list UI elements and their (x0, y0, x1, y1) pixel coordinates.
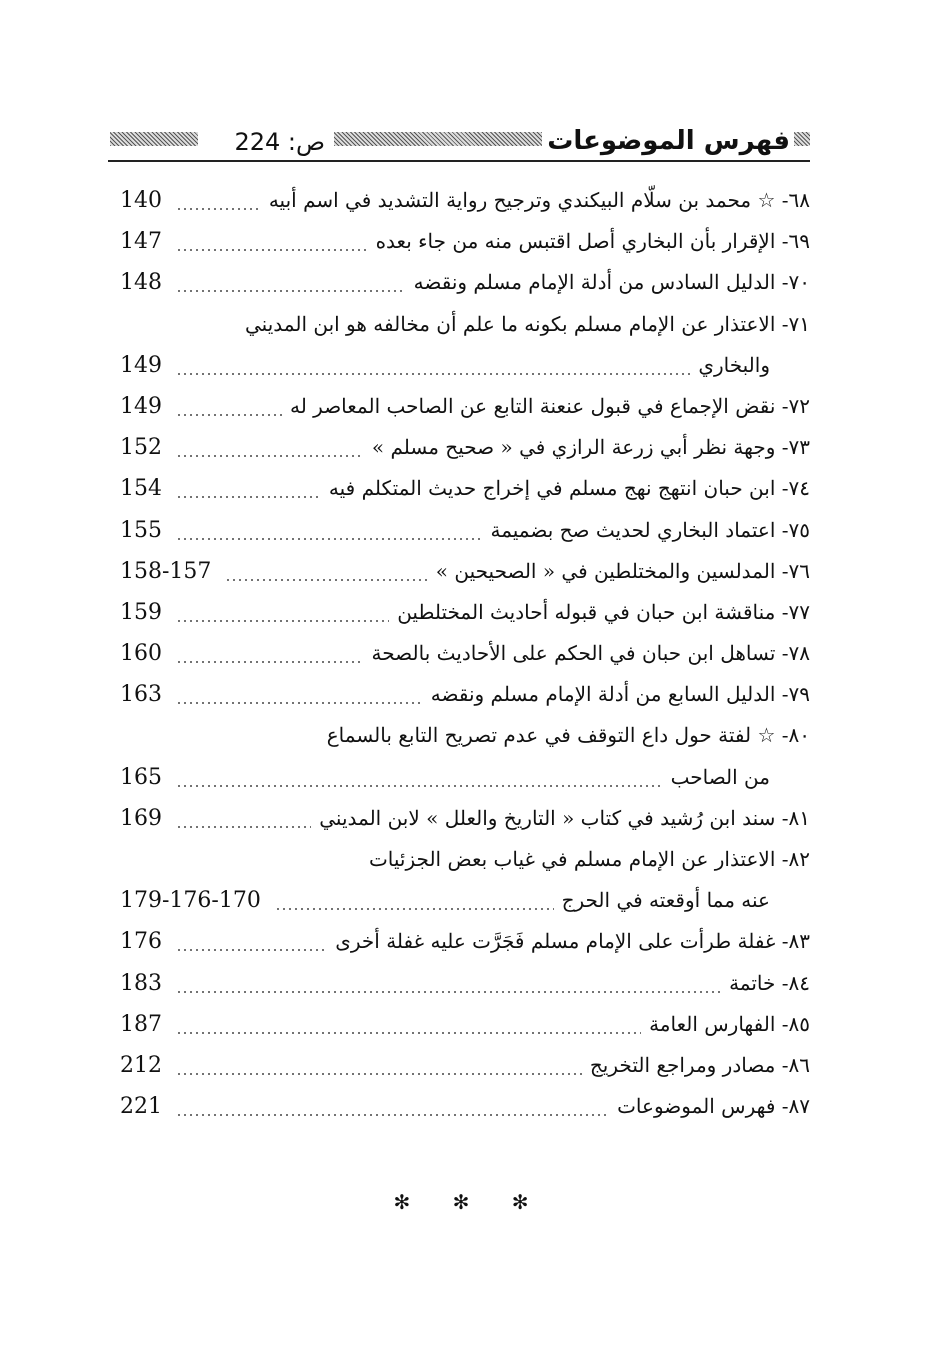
toc-entry-page: 149 (120, 393, 162, 419)
toc-entry-page: 152 (120, 435, 162, 461)
toc-entry (120, 963, 810, 1004)
toc-entry-page: 163 (120, 682, 162, 708)
dot-leader (176, 290, 406, 292)
dot-leader (176, 949, 327, 951)
toc-entry-title: ٧٧- مناقشة ابن حبان في قبوله أحاديث المختلطين (397, 592, 810, 633)
header-ornament (334, 132, 542, 146)
footer-ornament: ✻ ✻ ✻ (393, 1190, 547, 1214)
toc-entry (120, 674, 810, 715)
toc-entry (120, 1045, 810, 1086)
toc-entry-title: ٨٦- مصادر ومراجع التخريج (590, 1045, 810, 1086)
dot-leader (176, 1114, 609, 1116)
dot-leader (176, 991, 721, 993)
dot-leader (176, 1073, 582, 1075)
dot-leader (176, 661, 364, 663)
toc-entry-page: 154 (120, 476, 162, 502)
dot-leader (176, 414, 282, 416)
toc-entry (120, 262, 810, 303)
dot-leader (176, 702, 423, 704)
dot-leader (176, 826, 311, 828)
dot-leader (225, 579, 428, 581)
toc-entry-page: 176 (120, 929, 162, 955)
toc-entry-title: ٨١- سند ابن رُشيد في كتاب « التاريخ والعلل » لابن المديني (319, 798, 810, 839)
toc-entry-title: ٨٥- الفهارس العامة (649, 1004, 810, 1045)
toc-entry-page: 221 (120, 1094, 162, 1120)
toc-entry (120, 510, 810, 551)
toc-entry-title: ٧١- الاعتذار عن الإمام مسلم بكونه ما علم أن مخالفه هو ابن المديني (245, 304, 810, 345)
dot-leader (176, 373, 690, 375)
toc-entry-title: ٧٨- تساهل ابن حبان في الحكم على الأحاديث بالصحة (372, 633, 810, 674)
dot-leader (176, 620, 389, 622)
dot-leader (176, 208, 261, 210)
toc-entry-title: ٧٩- الدليل السابع من أدلة الإمام مسلم ونقضه (431, 674, 810, 715)
toc-entry-page: 158-157 (120, 558, 212, 584)
toc-entry-page: 159 (120, 599, 162, 625)
dot-leader (176, 1032, 641, 1034)
toc-entry-title: ٧٥- اعتماد البخاري لحديث صح بضميمة (490, 510, 810, 551)
toc-entry-title: ٧٤- ابن حبان انتهج نهج مسلم في إخراج حديث المتكلم فيه (329, 468, 810, 509)
toc-entry (120, 921, 810, 962)
toc-entry (120, 221, 810, 262)
toc-entry (120, 1086, 810, 1127)
header-ornament (794, 132, 810, 146)
header-title: فهرس الموضوعات (547, 126, 790, 156)
toc-entry-page: 148 (120, 270, 162, 296)
toc-entry-page: 155 (120, 517, 162, 543)
toc-entry-title-continuation: والبخاري (698, 345, 770, 386)
toc-entry-title: ٨٧- فهرس الموضوعات (617, 1086, 810, 1127)
toc-entry (120, 1004, 810, 1045)
toc-entry (120, 386, 810, 427)
toc-entry-title: ٧٠- الدليل السادس من أدلة الإمام مسلم ونقضه (414, 262, 810, 303)
toc-entry-title: ٨٠- ☆ لفتة حول داع التوقف في عدم تصريح التابع بالسماع (327, 715, 810, 756)
toc-entry-title: ٨٣- غفلة طرأت على الإمام مسلم فَجَرَّت عليه غفلة أخرى (335, 921, 810, 962)
toc-entry (120, 551, 810, 592)
toc-entry (120, 798, 810, 839)
toc-entry-page: 179-176-170 (120, 888, 261, 914)
toc-entry-page: 147 (120, 229, 162, 255)
toc-entry-title: ٧٢- نقض الإجماع في قبول عنعنة التابع عن الصاحب المعاصر له (290, 386, 810, 427)
header-ornament (110, 132, 198, 146)
dot-leader (176, 455, 364, 457)
toc-entry-title: ٨٢- الاعتذار عن الإمام مسلم في غياب بعض الجزئيات (369, 839, 810, 880)
toc-entry-page: 160 (120, 641, 162, 667)
dot-leader (176, 538, 482, 540)
toc-entry-title: ٦٩- الإقرار بأن البخاري أصل اقتبس منه من جاء بعده (376, 221, 810, 262)
toc-entry (120, 633, 810, 674)
toc-entry-page: 169 (120, 805, 162, 831)
toc-entry (120, 304, 810, 386)
toc-entry (120, 839, 810, 921)
toc-entry-title: ٨٤- خاتمة (729, 963, 810, 1004)
toc-entry (120, 180, 810, 221)
toc-entry-page: 183 (120, 970, 162, 996)
toc-entry-title-continuation: من الصاحب (671, 757, 770, 798)
toc-entry (120, 715, 810, 797)
toc-entry-page: 149 (120, 352, 162, 378)
page-number-label: ص: 224 (234, 128, 325, 156)
dot-leader (176, 249, 368, 251)
toc-entry (120, 592, 810, 633)
toc-entry-page: 140 (120, 188, 162, 213)
header-rule (108, 160, 810, 162)
toc-entry-title-continuation: عنه مما أوقعته في الحرج (562, 880, 770, 921)
dot-leader (176, 785, 663, 787)
dot-leader (176, 496, 321, 498)
toc-entry (120, 468, 810, 509)
toc-entry-title: ٧٦- المدلسين والمختلطين في « الصحيحين » (436, 551, 810, 592)
table-of-contents (120, 180, 810, 1127)
toc-entry-page: 187 (120, 1011, 162, 1037)
page-header (110, 122, 810, 162)
toc-entry-page: 212 (120, 1052, 162, 1078)
toc-entry-title: ٧٣- وجهة نظر أبي زرعة الرازي في « صحيح مسلم » (372, 427, 810, 468)
toc-entry (120, 427, 810, 468)
dot-leader (275, 908, 554, 910)
toc-entry-page: 165 (120, 764, 162, 790)
toc-entry-title: ٦٨- ☆ محمد بن سلّام البيكندي وترجيح رواية التشديد في اسم أبيه (269, 180, 810, 221)
